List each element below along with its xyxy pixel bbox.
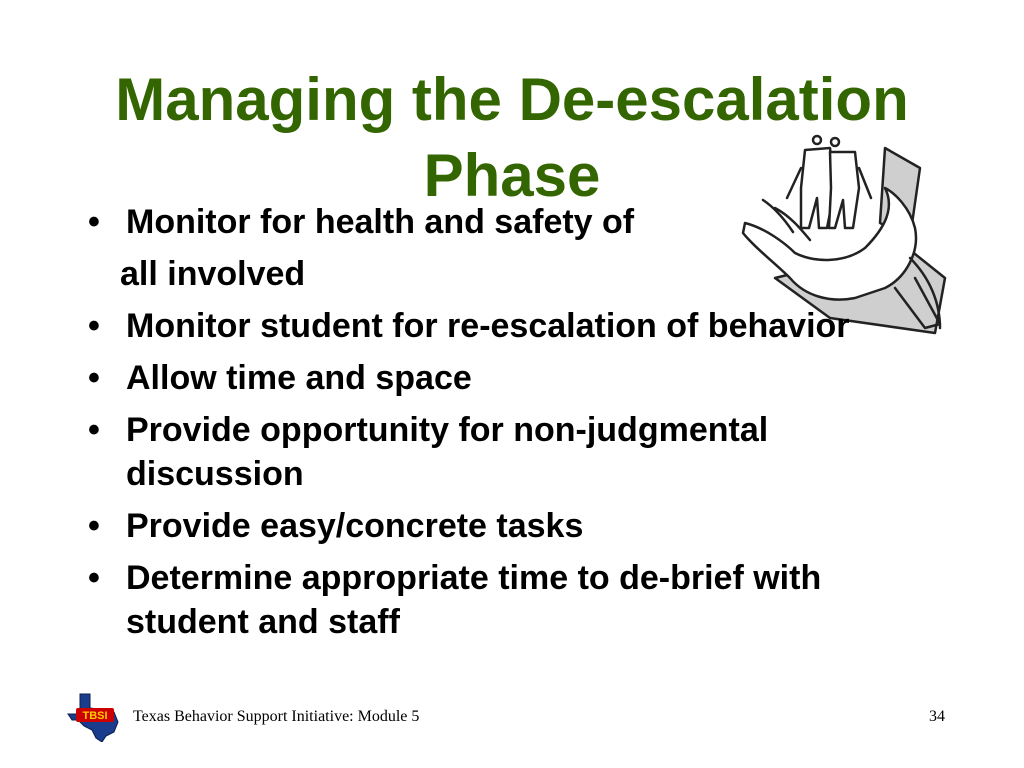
bullet-item (86, 200, 886, 244)
logo-text: TBSI (82, 710, 108, 722)
bullet-text: Provide easy/concrete tasks (126, 507, 584, 545)
footer-text: Texas Behavior Support Initiative: Module 5 (133, 708, 420, 725)
bullet-item (86, 304, 886, 348)
texas-map-logo-icon (66, 692, 122, 742)
bullet-marker: • (88, 411, 100, 449)
bullet-text: Allow time and space (126, 359, 472, 397)
bullet-marker: • (88, 559, 100, 597)
slide-title: Managing the De-escalation Phase (115, 66, 909, 209)
bullet-item (86, 504, 886, 548)
bullet-text: Monitor for health and safety of (126, 203, 635, 241)
bullet-list (86, 200, 886, 652)
bullet-marker: • (88, 359, 100, 397)
bullet-item (86, 356, 886, 400)
bullet-marker: • (88, 203, 100, 241)
bullet-text: all involved (120, 255, 306, 293)
bullet-text: Provide opportunity for non-judgmental discussion (126, 411, 769, 493)
bullet-item (86, 556, 886, 644)
bullet-text: Determine appropriate time to de-brief with student and staff (126, 559, 822, 641)
bullet-text: Monitor student for re-escalation of behavior (126, 307, 850, 345)
page-number: 34 (929, 708, 945, 725)
bullet-item (86, 408, 886, 496)
bullet-continuation (86, 252, 886, 296)
bullet-marker: • (88, 507, 100, 545)
bullet-marker: • (88, 307, 100, 345)
